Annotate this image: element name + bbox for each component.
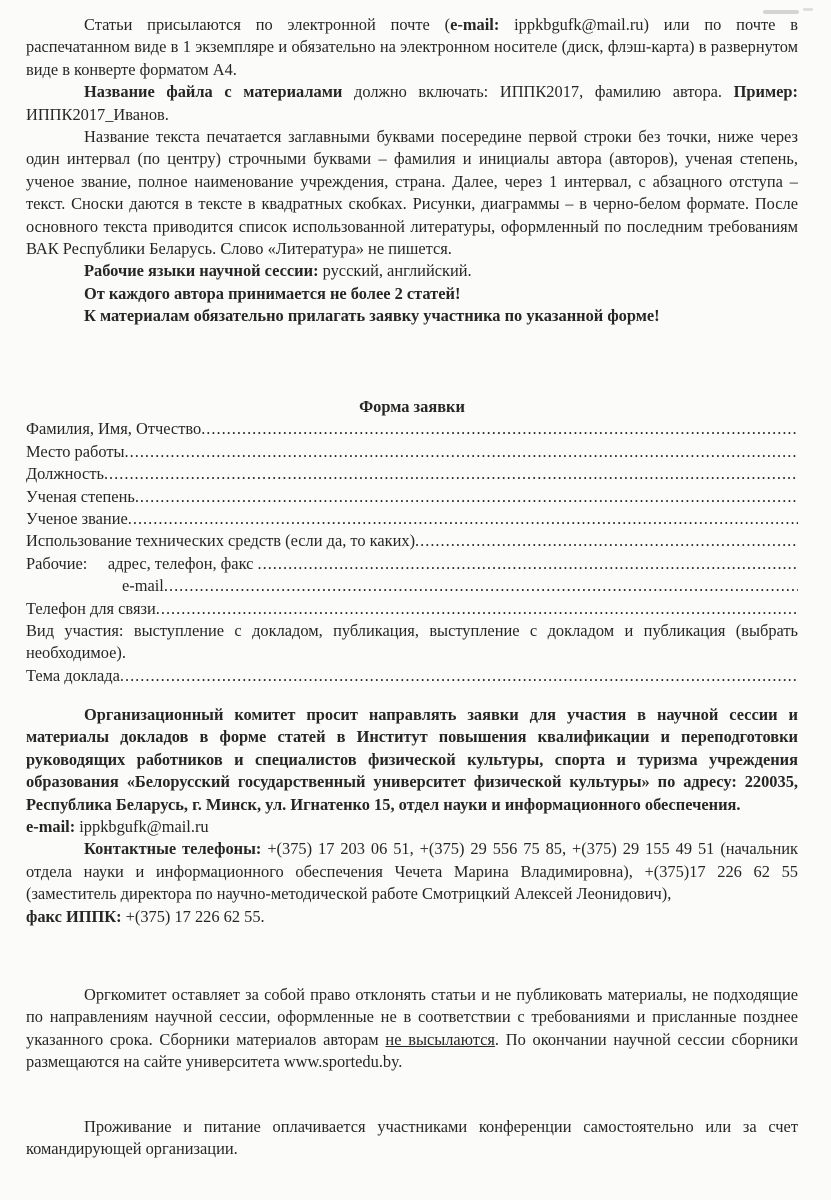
form-row-degree: Ученая степень ..... — [26, 486, 798, 508]
committee-address: Организационный комитет просит направлять заявки для участия в научной сессии и материалы докладов в форме статей в Институт повышения квалификации и переподготовки руководящих работников и специалистов физической культуры, спорта и туризма учреждения образования «Белорусский государственный университет физической культуры» по адресу: 220035, Республика Беларусь, г. Минск, ул. Игнатенко 15, отдел науки и информационного обеспечения. — [26, 705, 798, 814]
form-row-email: e-mail ..... — [26, 575, 798, 597]
form-title: Форма заявки — [359, 397, 465, 416]
paragraph-languages: Рабочие языки научной сессии: русский, английский. — [84, 261, 472, 281]
committee-email: e-mail: ippkbgufk@mail.ru — [26, 817, 209, 837]
form-row-title: Ученое звание ..... — [26, 508, 798, 530]
paragraph-formatting: Название текста печатается заглавными буквами посередине первой строки без точки, ниже через один интервал (по центру) строчными буквами – фамилия и инициалы автора (авторов), ученая степень, ученое звание, полное наименование учреждения, страна. Далее, через 1 интервал, с абзацного отступа – текст. Сноски даются в тексте в квадратных скобках. Рисунки, диаграммы – в черно-белом формате. После основного текста приводится список использованной литературы, оформленный по последним требованиям ВАК Республики Беларусь. Слово «Литература» не пишется. — [26, 127, 798, 259]
form-row-equipment: Использование технических средств (если да, то каких) ..... — [26, 530, 798, 552]
paragraph-filename: Название файла с материалами должно включать: ИППК2017, фамилию автора. Пример: ИППК2017_Иванов. — [26, 82, 798, 124]
paragraph-application-required: К материалам обязательно прилагать заявку участника по указанной форме! — [84, 306, 660, 326]
fill-line — [415, 530, 798, 552]
form-row-phone: Телефон для связи ..... — [26, 598, 798, 620]
form-row-participation: Вид участия: выступление с докладом, публикация, выступление с докладом и публикация (выбрать необходимое). — [26, 620, 798, 663]
fill-line — [201, 418, 798, 440]
form-row-work-address: Рабочие: адрес, телефон, факс ..... — [26, 553, 798, 575]
committee-phones: Контактные телефоны: +(375) 17 203 06 51, +(375) 29 556 75 85, +(375) 29 155 49 51 (начальник отдела науки и информационного обеспечения Чечета Марина Владимировна), +(375)17 226 62 55 (заместитель директора по научно-методической работе Смотрицкий Алексей Леонидович), — [26, 839, 798, 904]
form-row-topic: Тема доклада ..... — [26, 665, 798, 687]
paragraph-submission: Статьи присылаются по электронной почте (e-mail: ippkbgufk@mail.ru) или по почте в распечатанном виде в 1 экземпляре и обязательно на электронном носителе (диск, флэш-карта) в развернутом виде в конверте форматом А4. — [26, 15, 798, 79]
committee-fax: факс ИППК: +(375) 17 226 62 55. — [26, 906, 265, 926]
form-row-workplace: Место работы ..... — [26, 441, 798, 463]
fill-line — [128, 508, 798, 530]
notice-paragraph: Оргкомитет оставляет за собой право отклонять статьи и не публиковать материалы, не подходящие по направлениям научной сессии, оформленные не в соответствии с требованиями и присланные позднее указанного срока. Сборники материалов авторам не высылаются. По окончании научной сессии сборники размещаются на сайте университета www.sportedu.by. — [26, 985, 799, 1072]
committee-section — [26, 704, 798, 928]
fill-line — [258, 553, 799, 575]
scan-mark — [803, 8, 813, 11]
paragraph-limit: От каждого автора принимается не более 2 статей! — [84, 283, 461, 303]
fill-line — [120, 665, 798, 687]
lodging-section — [26, 1116, 798, 1161]
fill-line — [135, 486, 798, 508]
form-row-position: Должность ..... — [26, 463, 798, 485]
lodging-paragraph: Проживание и питание оплачивается участниками конференции самостоятельно или за счет командирующей организации. — [26, 1117, 798, 1159]
fill-line — [164, 575, 798, 597]
submission-rules — [26, 14, 798, 328]
notice-section — [26, 984, 798, 1074]
fill-line — [104, 463, 798, 485]
fill-line — [125, 441, 798, 463]
fill-line — [156, 598, 798, 620]
form-row-name: Фамилия, Имя, Отчество ..... — [26, 418, 798, 440]
application-form — [26, 396, 798, 687]
